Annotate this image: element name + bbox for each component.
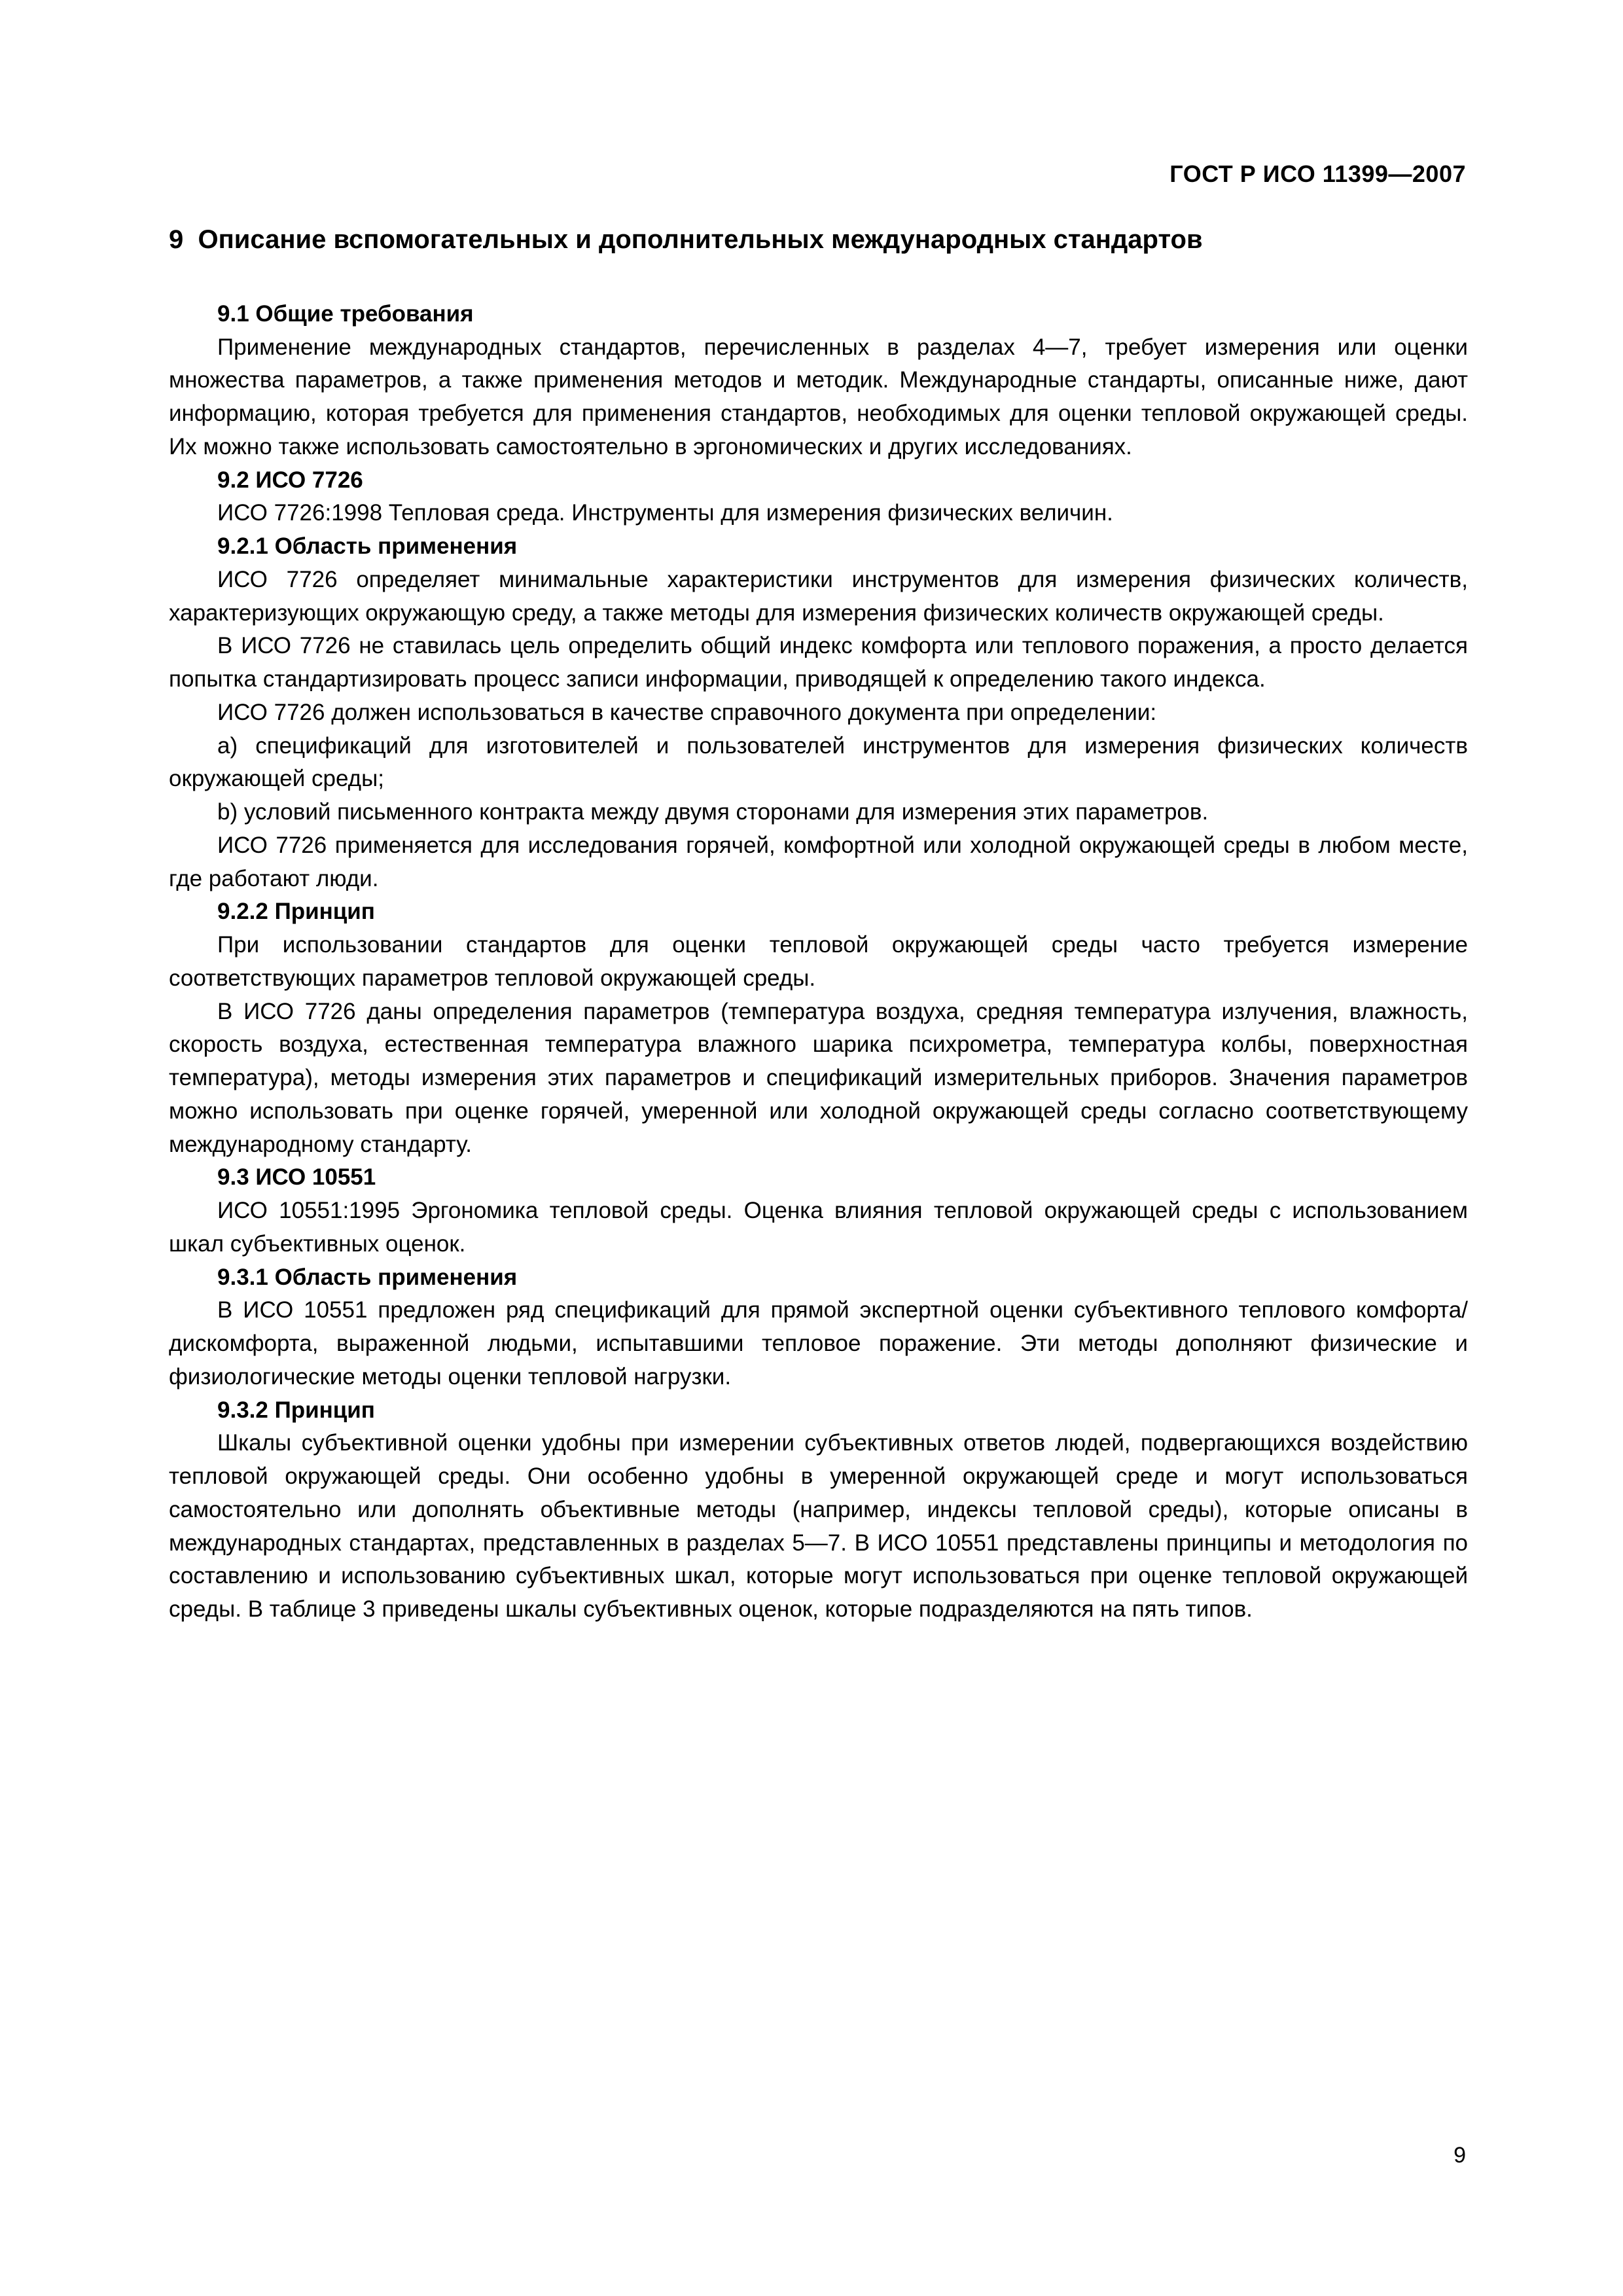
subsection-heading: 9.2 ИСО 7726: [217, 467, 363, 493]
page-title: [169, 223, 1390, 257]
subsection-heading: 9.1 Общие требования: [217, 300, 474, 327]
section-title-text: Описание вспомогательных и дополнительных международных стандартов: [198, 225, 1203, 254]
body-paragraph: a) спецификаций для изготовителей и пользователей инструментов для измерения физических количеств окружающей среды;: [169, 732, 1468, 792]
page-number: 9: [1454, 2143, 1466, 2168]
running-header: ГОСТ Р ИСО 11399—2007: [1169, 160, 1466, 187]
body-paragraph: В ИСО 7726 даны определения параметров (температура воздуха, средняя температура излучения, влажность, скорость воздуха, естественная температура влажного шарика психрометра, температура колбы, поверхностная температура), методы измерения этих параметров и спецификаций измерительных приборов. Значения параметров можно использовать при оценке горячей, умеренной или холодной окружающей среды согласно соответствующему международному стандарту.: [169, 998, 1468, 1157]
body-paragraph: ИСО 7726 определяет минимальные характеристики инструментов для измерения физических количеств, характеризующих окружающую среду, а также методы для измерения физических количеств окружающей среды.: [169, 566, 1468, 626]
body-paragraph: При использовании стандартов для оценки тепловой окружающей среды часто требуется измерение соответствующих параметров тепловой окружающей среды.: [169, 932, 1468, 991]
body-paragraph: Применение международных стандартов, перечисленных в разделах 4—7, требует измерения или оценки множества параметров, а также применения методов и методик. Международные стандарты, описанные ниже, дают информацию, которая требуется для применения стандартов, необходимых для оценки тепловой окружающей среды. Их можно также использовать самостоятельно в эргономических и других исследованиях.: [169, 334, 1468, 459]
section-number: 9: [169, 225, 184, 254]
body-paragraph: ИСО 10551:1995 Эргономика тепловой среды. Оценка влияния тепловой окружающей среды с использованием шкал субъективных оценок.: [169, 1198, 1468, 1257]
subsection-heading: 9.2.2 Принцип: [217, 899, 375, 925]
body-paragraph: ИСО 7726:1998 Тепловая среда. Инструменты для измерения физических величин.: [217, 500, 1113, 526]
body-paragraph: В ИСО 7726 не ставилась цель определить общий индекс комфорта или теплового поражения, а просто делается попытка стандартизировать процесс записи информации, приводящей к определению такого индекса.: [169, 633, 1468, 692]
body-paragraph: Шкалы субъективной оценки удобны при измерении субъективных ответов людей, подвергающихся воздействию тепловой окружающей среды. Они особенно удобны в умеренной окружающей среде и могут использоваться самостоятельно или дополнять объективные методы (например, индексы тепловой среды), которые описаны в международных стандартах, представленных в разделах 5—7. В ИСО 10551 представлены принципы и методология по составлению и использованию субъективных шкал, которые могут использоваться при оценке тепловой окружающей среды. В таблице 3 приведены шкалы субъективных оценок, которые подразделяются на пять типов.: [169, 1430, 1468, 1623]
subsection-heading: 9.2.1 Область применения: [217, 533, 518, 560]
subsection-heading: 9.3.2 Принцип: [217, 1397, 375, 1423]
body-paragraph: В ИСО 10551 предложен ряд спецификаций для прямой экспертной оценки субъективного теплового комфорта/дискомфорта, выраженной людьми, испытавшими тепловое поражение. Эти методы дополняют физические и физиологические методы оценки тепловой нагрузки.: [169, 1297, 1468, 1390]
body-paragraph: ИСО 7726 применяется для исследования горячей, комфортной или холодной окружающей среды в любом месте, где работают люди.: [169, 832, 1468, 891]
body-blocks: [169, 298, 1468, 1626]
page-content: [169, 223, 1468, 1626]
subsection-heading: 9.3.1 Область применения: [217, 1264, 518, 1290]
body-paragraph: b) условий письменного контракта между двумя сторонами для измерения этих параметров.: [217, 799, 1209, 825]
subsection-heading: 9.3 ИСО 10551: [217, 1164, 376, 1191]
body-paragraph: ИСО 7726 должен использоваться в качестве справочного документа при определении:: [217, 699, 1157, 725]
